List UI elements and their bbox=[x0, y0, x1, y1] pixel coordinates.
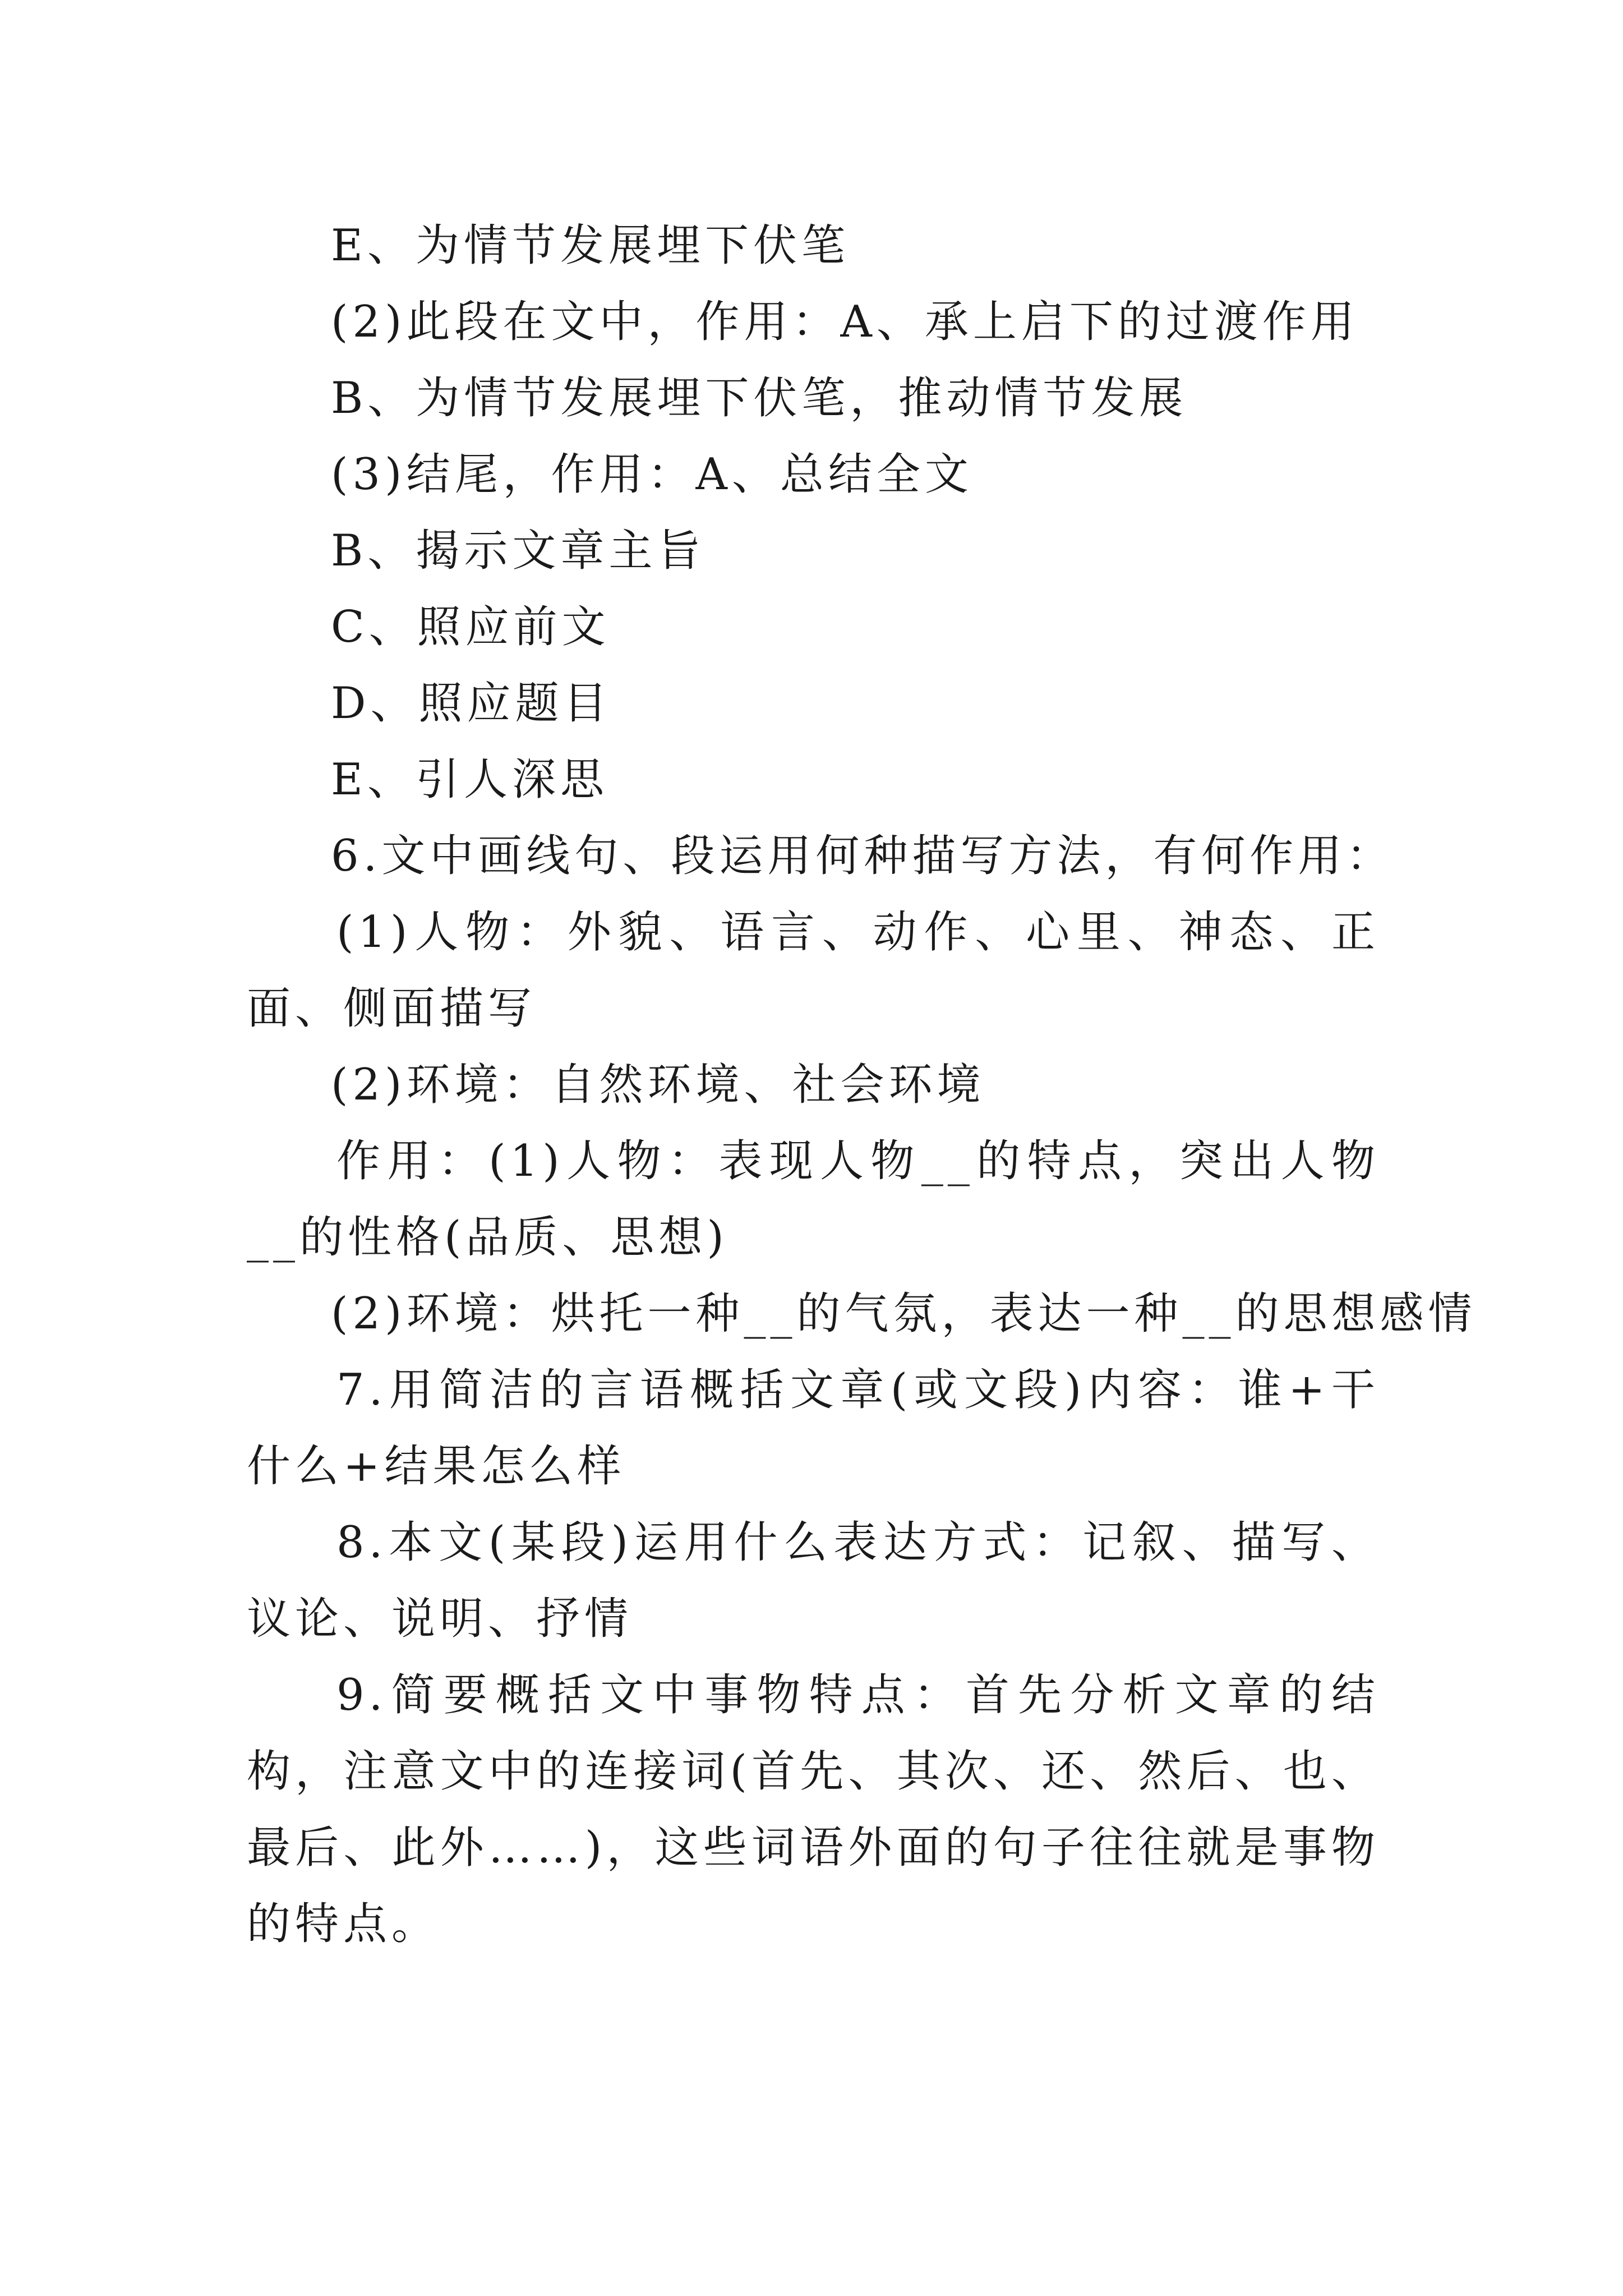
line-mid-paragraph: (2)此段在文中，作用：A、承上启下的过渡作用 bbox=[331, 297, 1359, 347]
q6-effect-environment: (2)环境：烘托一种__的气氛，表达一种__的思想感情 bbox=[331, 1289, 1477, 1339]
line-c-echo-text: C、照应前文 bbox=[331, 602, 610, 652]
line-d-echo-title: D、照应题目 bbox=[331, 678, 612, 729]
document-body bbox=[247, 208, 1477, 1962]
q6-effect-person: 作用：(1)人物：表现人物__的特点，突出人物__的性格(品质、思想) bbox=[247, 1136, 1380, 1263]
question-7: 7.用简洁的言语概括文章(或文段)内容：谁+干什么+结果怎么样 bbox=[247, 1365, 1380, 1492]
line-b-theme: B、揭示文章主旨 bbox=[331, 526, 706, 576]
question-6: 6.文中画线句、段运用何种描写方法，有何作用： bbox=[331, 831, 1395, 881]
q6-environment-methods: (2)环境：自然环境、社会环境 bbox=[331, 1060, 985, 1110]
q6-person-methods: (1)人物：外貌、语言、动作、心里、神态、正面、侧面描写 bbox=[247, 907, 1380, 1034]
question-8: 8.本文(某段)运用什么表达方式：记叙、描写、议论、说明、抒情 bbox=[247, 1517, 1380, 1644]
line-e-foreshadow: E、为情节发展埋下伏笔 bbox=[331, 220, 850, 271]
line-e-thought: E、引人深思 bbox=[331, 754, 608, 805]
line-ending: (3)结尾，作用：A、总结全文 bbox=[331, 449, 973, 500]
question-9: 9.简要概括文中事物特点：首先分析文章的结构，注意文中的连接词(首先、其次、还、然后、也、最后、此外……)，这些词语外面的句子往往就是事物的特点。 bbox=[247, 1670, 1380, 1949]
line-b-foreshadow: B、为情节发展埋下伏笔，推动情节发展 bbox=[331, 373, 1188, 424]
